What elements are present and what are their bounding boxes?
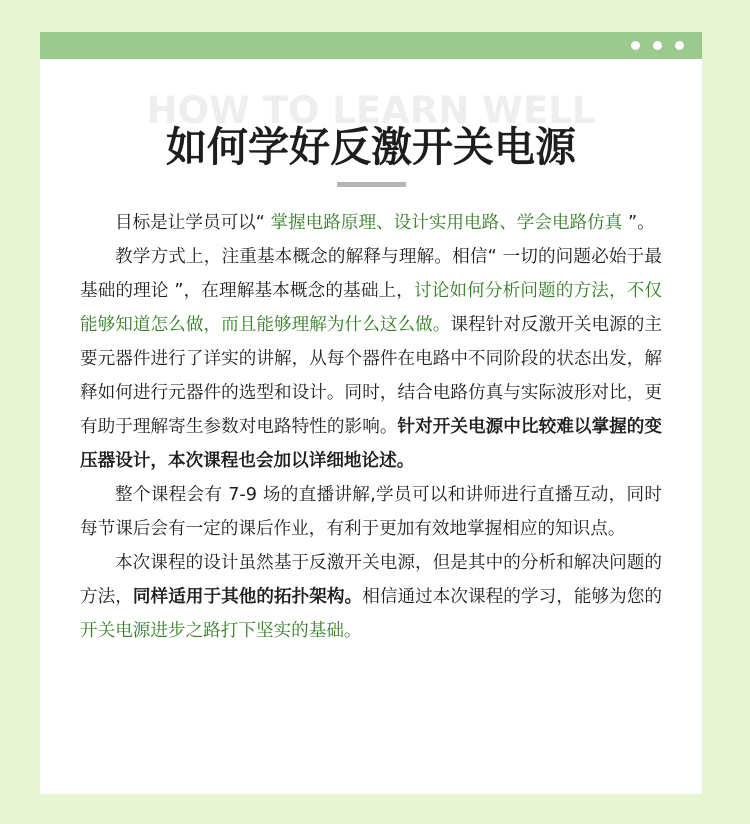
header-dot-icon [631, 41, 640, 50]
content-card [40, 32, 702, 794]
paragraph-goal [80, 206, 662, 240]
header-dot-icon [653, 41, 662, 50]
title-watermark: HOW TO LEARN WELL [146, 89, 596, 132]
goal-text: 目标是让学员可以“ [115, 213, 271, 233]
summary-highlight: 开关电源进步之路打下坚实的基础。 [80, 621, 362, 641]
summary-bold-text: 同样适用于其他的拓扑架构。 [132, 587, 363, 607]
title-divider [337, 182, 406, 187]
paragraph-method [80, 240, 662, 478]
method-detail-text: 课程针对反激开关电源的主要元器件进行了详实的讲解，从每个器件在电路中不同阶段的状态出发，解释如何进行元器件的选型和设计。同时，结合电路仿真与实际波形对比，更有助于理解寄生参数对电路特性的影响。 [80, 315, 662, 437]
goal-text-end: ”。 [622, 213, 655, 233]
paragraph-summary [80, 546, 662, 648]
method-bold-text: 针对开关电源中比较难以掌握的变压器设计，本次课程也会加以详细地论述。 [80, 417, 662, 471]
summary-text-2: 相信通过本次课程的学习，能够为您的 [362, 587, 662, 607]
method-highlight: 讨论如何分析问题的方法，不仅能够知道怎么做，而且能够理解为什么这么做。 [80, 281, 662, 335]
header-dot-icon [675, 41, 684, 50]
card-header-bar [40, 32, 702, 59]
article-body [80, 206, 662, 648]
method-text: 教学方式上，注重基本概念的解释与理解。相信“ 一切的问题必始于最基础的理论 ”，在理解基本概念的基础上， [80, 247, 662, 301]
page-title: 如何学好反激开关电源 [166, 123, 576, 171]
summary-text: 本次课程的设计虽然基于反激开关电源，但是其中的分析和解决问题的方法， [80, 553, 662, 607]
live-text: 整个课程会有 7-9 场的直播讲解,学员可以和讲师进行直播互动，同时每节课后会有一定的课后作业，有利于更加有效地掌握相应的知识点。 [80, 485, 662, 539]
paragraph-live [80, 478, 662, 546]
goal-highlight: 掌握电路原理、设计实用电路、学会电路仿真 [270, 213, 623, 233]
